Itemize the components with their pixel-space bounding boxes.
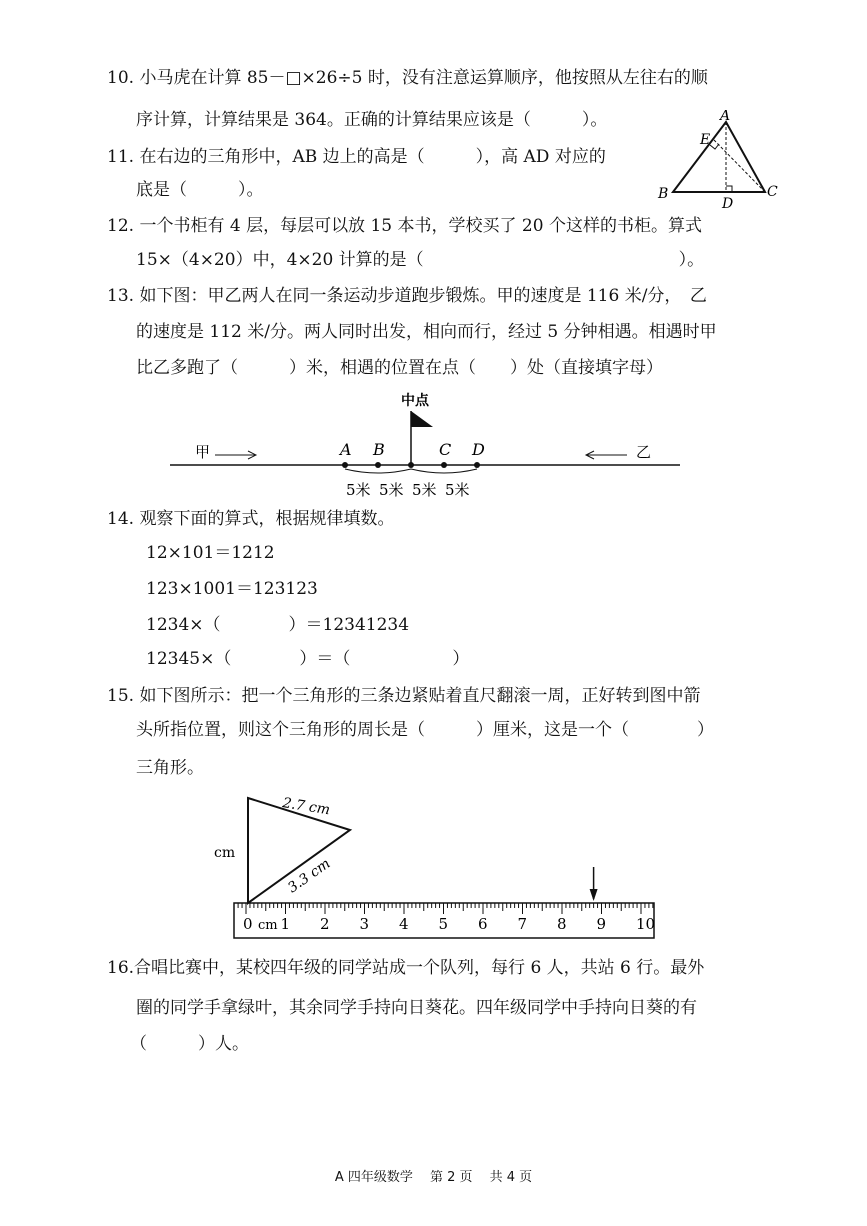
track-point-label-b: B <box>373 440 385 459</box>
q14-eq2: 123×1001＝123123 <box>146 579 318 599</box>
ruler-number: 5 <box>438 915 449 933</box>
ruler-number: 1 <box>280 915 291 933</box>
segment-label: 5米 <box>445 481 470 499</box>
q15-line3: 三角形。 <box>136 758 204 778</box>
q13-line3: 比乙多跑了（ ）米，相遇的位置在点（ ）处（直接填字母） <box>136 358 663 378</box>
midpoint-flag-icon <box>411 411 433 427</box>
label-c: C <box>767 184 778 200</box>
track-point-b <box>375 462 381 468</box>
segment-label: 5米 <box>379 481 404 499</box>
ruler-number: 7 <box>517 915 528 933</box>
q16-line3: （ ）人。 <box>130 1034 249 1054</box>
ruler-number: 8 <box>557 915 567 933</box>
label-e: E <box>700 132 711 148</box>
q12-line2: 15×（4×20）中，4×20 计算的是（ ）。 <box>136 250 705 270</box>
track-point-d <box>474 462 480 468</box>
track-point-label-d: D <box>472 440 485 459</box>
right-angle-e <box>710 144 719 149</box>
track-point-midpoint <box>408 462 414 468</box>
side-top-label: 2.7 cm <box>281 795 332 819</box>
ruler-unit: cm <box>258 918 278 933</box>
ruler-number: 4 <box>399 915 409 933</box>
q14-line1: 14. 观察下面的算式，根据规律填数。 <box>107 509 395 529</box>
q15-line2: 头所指位置，则这个三角形的周长是（ ）厘米，这是一个（ ） <box>136 720 714 740</box>
track-point-label-c: C <box>439 440 452 459</box>
arrow-down-icon <box>590 867 598 901</box>
ruler-number: 0 <box>243 915 253 933</box>
label-a: A <box>720 110 731 124</box>
q11-line2: 底是（ ）。 <box>136 180 264 200</box>
q15-line1: 15. 如下图所示：把一个三角形的三条边紧贴着直尺翻滚一周，正好转到图中箭 <box>107 686 701 706</box>
runner-yi-label: 乙 <box>636 443 652 461</box>
page-footer: A 四年级数学 第 2 页 共 4 页 <box>334 1170 533 1185</box>
track-point-label-a: A <box>340 440 352 459</box>
q13-line2: 的速度是 112 米/分。两人同时出发，相向而行，经过 5 分钟相遇。相遇时甲 <box>136 322 717 342</box>
track-point-a <box>342 462 348 468</box>
ruler-ticks <box>238 903 653 914</box>
ruler-labels <box>243 915 655 933</box>
label-b: B <box>658 186 669 202</box>
q14-eq4: 12345×（ ）＝（ ） <box>146 649 470 669</box>
ruler-number: 9 <box>596 915 607 933</box>
ruler-number: 10 <box>636 915 656 933</box>
q14-eq3: 1234×（ ）＝12341234 <box>146 615 410 635</box>
label-d: D <box>722 196 734 210</box>
triangle-abc <box>673 122 765 192</box>
side-bottom-label: 3.3 cm <box>285 855 334 897</box>
q16-line2: 圈的同学手拿绿叶，其余同学手持向日葵花。四年级同学中手持向日葵的有 <box>136 998 697 1018</box>
q14-eq1: 12×101＝1212 <box>146 543 275 563</box>
q13-track-figure <box>160 385 690 505</box>
q15-ruler-figure <box>200 785 670 945</box>
track-point-c <box>441 462 447 468</box>
runner-jia-label: 甲 <box>195 443 211 461</box>
arrow-head <box>590 889 598 901</box>
midpoint-label: 中点 <box>401 393 429 409</box>
q12-line1: 12. 一个书柜有 4 层，每层可以放 15 本书，学校买了 20 个这样的书柜。算式 <box>107 216 702 236</box>
ruler-number: 3 <box>359 915 370 933</box>
q11-line1: 11. 在右边的三角形中，AB 边上的高是（ ），高 AD 对应的 <box>107 147 606 167</box>
segment-brace <box>345 469 477 473</box>
q10-line2: 序计算，计算结果是 364。正确的计算结果应该是（ ）。 <box>136 110 608 130</box>
side-left-label: cm <box>214 845 236 861</box>
q13-line1: 13. 如下图：甲乙两人在同一条运动步道跑步锻炼。甲的速度是 116 米/分， 乙 <box>107 286 707 306</box>
segment-label: 5米 <box>412 481 437 499</box>
segment-label: 5米 <box>346 481 371 499</box>
q10-line1: 10. 小马虎在计算 85－□×26÷5 时，没有注意运算顺序，他按照从左往右的顺 <box>107 68 708 88</box>
q11-triangle-figure <box>650 110 790 210</box>
ruler-number: 2 <box>320 915 330 933</box>
q16-line1: 16.合唱比赛中，某校四年级的同学站成一个队列，每行 6 人，共站 6 行。最外 <box>107 958 705 978</box>
track-segments <box>346 481 470 499</box>
ruler-number: 6 <box>478 915 488 933</box>
